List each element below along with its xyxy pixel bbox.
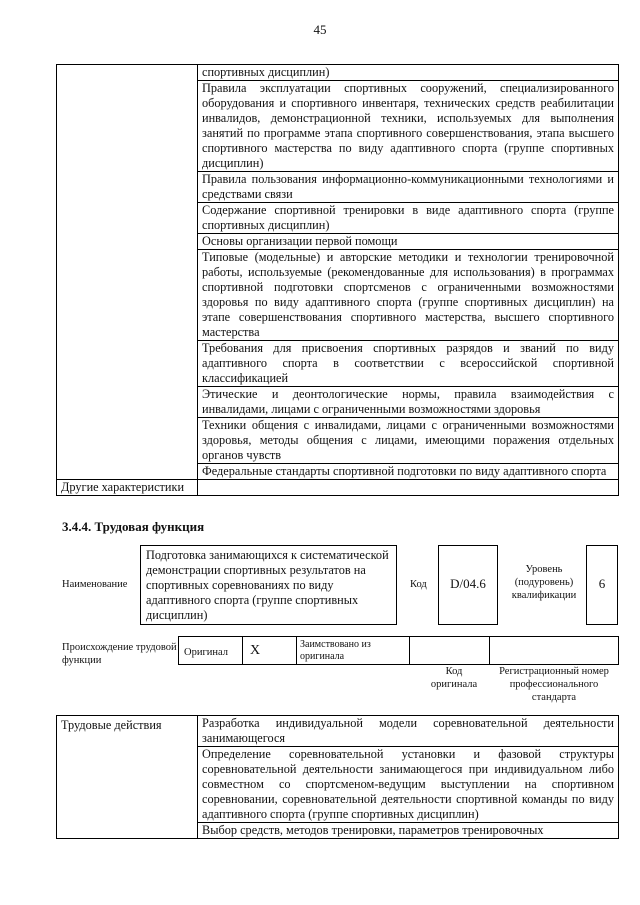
level-value: 6 [598, 576, 606, 591]
section-title: 3.4.4. Трудовая функция [62, 519, 205, 534]
original-label: Оригинал [184, 647, 228, 658]
borrowed-label: Заимствовано из оригинала [300, 639, 371, 662]
table-cell: Содержание спортивной тренировки в виде адаптивного спорта (группе спортивных дисциплин) [198, 203, 619, 234]
function-name-box [140, 545, 397, 625]
knowledge-table [56, 64, 619, 496]
other-characteristics-label: Другие характеристики [57, 480, 198, 496]
labor-actions-table [56, 715, 619, 839]
other-characteristics-value [198, 480, 619, 496]
table-row [57, 716, 619, 747]
table-cell: Разработка индивидуальной модели соревновательной деятельности занимающегося [198, 716, 619, 747]
origin-label: Происхождение трудовой функции [62, 642, 177, 666]
code-box [438, 545, 498, 625]
table-cell: спортивных дисциплин) [198, 65, 619, 81]
table-cell: Определение соревновательной установки и фазовой структуры соревновательной деятельности занимающегося при индивидуальном либо совместном со спортсменом-ведущим выступлении на спортивном соревновании, соревновательной деятельности спортивной команды по виду адаптивного спорта (группе спортивных дисциплин) [198, 747, 619, 823]
table-cell: Требования для присвоения спортивных разрядов и званий по виду адаптивного спорта в соответствии с всероссийской спортивной классификацией [198, 341, 619, 387]
labor-actions-label: Трудовые действия [57, 716, 198, 839]
code-label: Код [410, 579, 427, 590]
name-label: Наименование [62, 579, 128, 590]
table-cell: Правила эксплуатации спортивных сооружений, специализированного оборудования и спортивного инвентаря, технических средств реабилитации инвалидов, демонстрационной техники, используемых для выполнения занятий по программе этапа спортивного совершенствования, этапа высшего спортивного мастерства по виду адаптивного спорта (группе спортивных дисциплин) [198, 81, 619, 172]
level-box [586, 545, 618, 625]
table-cell: Выбор средств, методов тренировки, параметров тренировочных [198, 823, 619, 839]
table-left-cell [57, 65, 198, 480]
code-value: D/04.6 [450, 576, 486, 591]
table-row [57, 480, 619, 496]
table-cell: Основы организации первой помощи [198, 234, 619, 250]
code-original-label: Код оригинала [430, 666, 478, 690]
table-cell: Этические и деонтологические нормы, правила взаимодействия с инвалидами, лицами с ограниченными возможностями здоровья [198, 387, 619, 418]
reg-number-label: Регистрационный номер профессионального стандарта [499, 666, 609, 703]
original-mark: X [250, 643, 261, 658]
page-number: 45 [313, 22, 327, 37]
table-cell: Техники общения с инвалидами, лицами с ограниченными возможностями здоровья, методы общения с лицами, имеющими поражения отдельных органов чувств [198, 418, 619, 464]
table-cell: Правила пользования информационно-коммуникационными технологиями и средствами связи [198, 172, 619, 203]
table-cell: Федеральные стандарты спортивной подготовки по виду адаптивного спорта [198, 464, 619, 480]
function-name: Подготовка занимающихся к систематической демонстрации спортивных результатов на спортивных соревнованиях по виду адаптивного спорта (группе спортивных дисциплин) [146, 548, 389, 622]
table-row [57, 65, 619, 81]
table-cell: Типовые (модельные) и авторские методики и технологии тренировочной работы, используемые (рекомендованные для использования) в программах спортивной подготовки спортсменов с ограниченными возможностями здоровья по виду адаптивного спорта (группе спортивных дисциплин) на этапе совершенствования спортивного мастерства, высшего спортивного мастерства [198, 250, 619, 341]
level-label: Уровень (подуровень) квалификации [511, 564, 577, 601]
